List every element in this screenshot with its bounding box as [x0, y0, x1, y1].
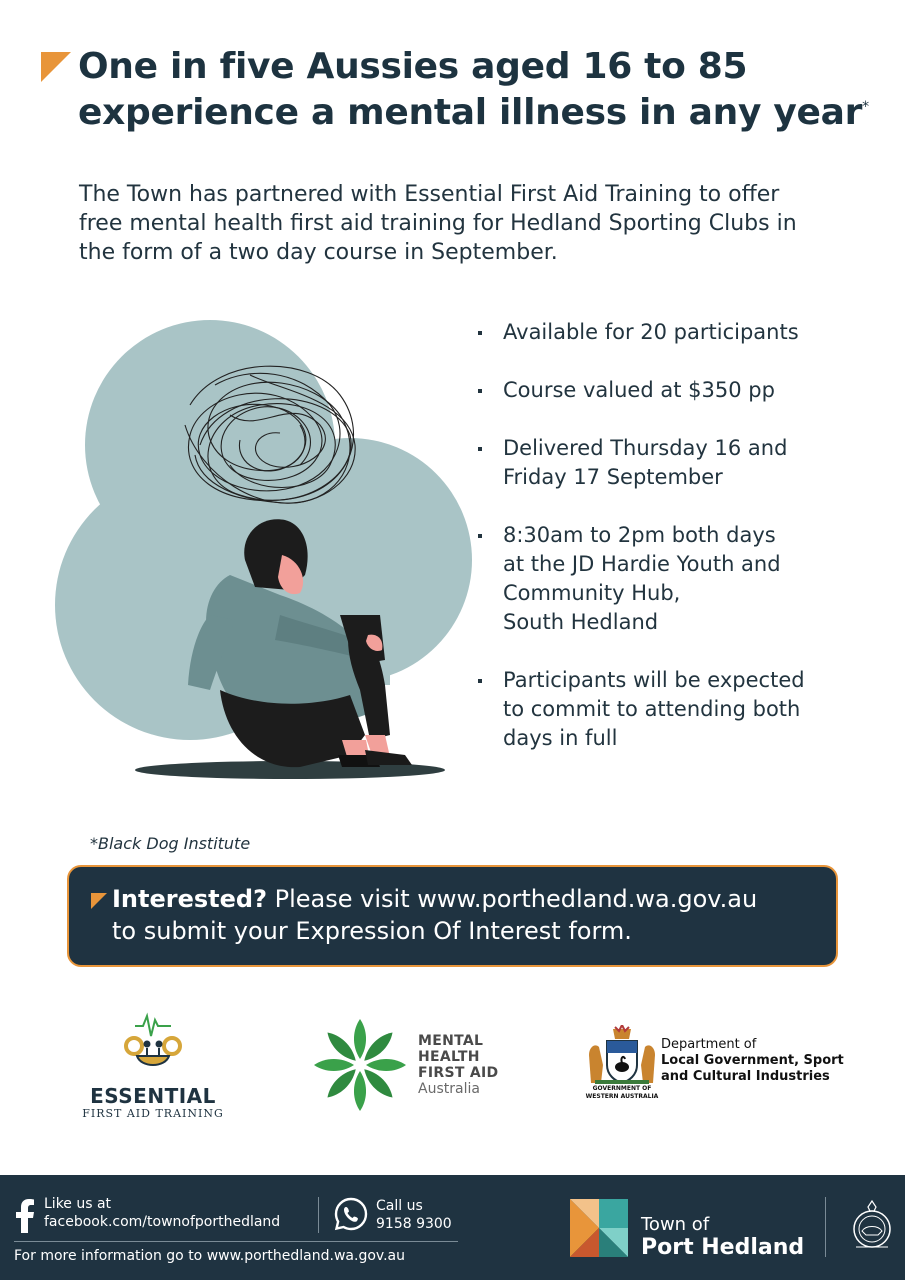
- essential-wordmark: ESSENTIAL: [90, 1084, 216, 1108]
- bullet-dot: [478, 331, 482, 335]
- more-info-link[interactable]: For more information go to www.porthedland.wa.gov.au: [14, 1248, 405, 1264]
- coat-of-arms-icon: [585, 1025, 659, 1085]
- phone-contact[interactable]: Call us 9158 9300: [376, 1198, 452, 1232]
- cta-bold: Interested?: [112, 885, 268, 913]
- town-logo-mark: [570, 1199, 628, 1257]
- mental-health-first-aid-logo: [310, 1015, 510, 1115]
- footer-rule: [14, 1241, 458, 1242]
- town-wordmark: Town of Port Hedland: [641, 1214, 805, 1260]
- intro-paragraph: The Town has partnered with Essential First Aid Training to offer free mental health first aid training for Hedland Sporting Clubs in the form of a two day course in September.: [79, 182, 797, 265]
- bullet-dot: [478, 534, 482, 538]
- cta-link-text[interactable]: Please visit www.porthedland.wa.gov.au: [267, 885, 758, 913]
- heading-flag-icon: [41, 52, 71, 82]
- list-item: Delivered Thursday 16 and Friday 17 September: [475, 434, 895, 492]
- footnote-marker: *: [862, 99, 869, 115]
- list-item: Available for 20 participants: [475, 318, 895, 347]
- page-title: [78, 44, 878, 136]
- department-name: Department of Local Government, Sport and Cultural Industries: [661, 1037, 844, 1084]
- bullet-dot: [478, 679, 482, 683]
- details-list: [475, 318, 895, 753]
- government-wa-logo: [585, 1025, 845, 1105]
- facebook-link[interactable]: Like us at facebook.com/townofporthedland: [44, 1196, 281, 1230]
- bullet-dot: [478, 389, 482, 393]
- essential-subtitle: FIRST AID TRAINING: [82, 1107, 224, 1120]
- page-title-line-1: One in five Aussies aged 16 to 85: [78, 46, 748, 87]
- gov-caption: GOVERNMENT OF WESTERN AUSTRALIA: [585, 1085, 659, 1100]
- list-item: 8:30am to 2pm both days at the JD Hardie Youth and Community Hub, South Hedland: [475, 521, 895, 637]
- cta-text: Interested? Please visit www.porthedland.wa.gov.au to submit your Expression Of Interest form.: [112, 885, 758, 945]
- sad-person-illustration: [50, 315, 480, 790]
- list-item: Course valued at $350 pp: [475, 376, 895, 405]
- page-title-line-2: experience a mental illness in any year*: [78, 92, 869, 133]
- cta-flag-icon: [91, 893, 107, 909]
- footer-divider: [825, 1197, 826, 1257]
- bullet-dot: [478, 447, 482, 451]
- leaf-flower-icon: [310, 1015, 410, 1115]
- essential-first-aid-logo: [78, 1010, 228, 1125]
- interest-callout: [67, 865, 838, 967]
- whatsapp-icon[interactable]: [334, 1197, 368, 1231]
- crab-heartbeat-icon: [123, 1010, 183, 1072]
- facebook-icon[interactable]: [14, 1199, 36, 1233]
- town-seal-icon: [848, 1197, 896, 1255]
- list-item: Participants will be expected to commit to attending both days in full: [475, 666, 895, 753]
- footnote-source: *Black Dog Institute: [90, 834, 251, 853]
- footer-divider: [318, 1197, 319, 1233]
- footer: [0, 1175, 905, 1280]
- mhfa-wordmark: MENTAL HEALTH FIRST AID Australia: [418, 1033, 499, 1097]
